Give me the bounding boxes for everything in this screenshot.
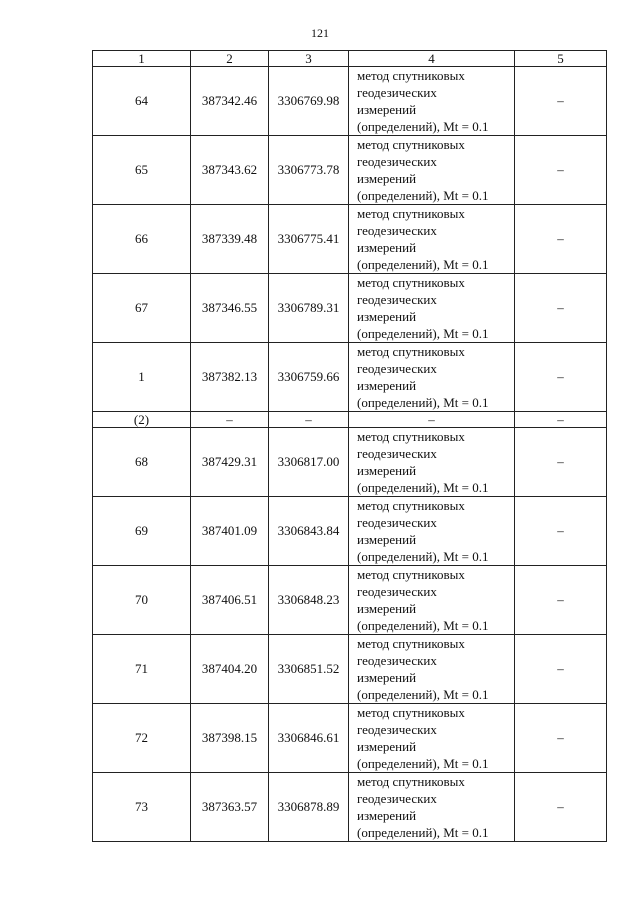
method-line: измерений bbox=[357, 102, 417, 117]
table-separator-row bbox=[93, 412, 607, 428]
y-coordinate-cell: 3306759.66 bbox=[269, 343, 349, 412]
method-line: геодезических bbox=[357, 584, 437, 599]
method-line: измерений bbox=[357, 463, 417, 478]
table-row bbox=[93, 704, 607, 773]
x-coordinate-cell: 387401.09 bbox=[191, 497, 269, 566]
note-cell: – bbox=[515, 635, 607, 704]
header-col-4: 4 bbox=[349, 51, 515, 67]
method-line: (определений), Mt = 0.1 bbox=[357, 480, 489, 495]
note-cell: – bbox=[515, 566, 607, 635]
table-body bbox=[93, 67, 607, 842]
method-cell bbox=[349, 635, 515, 704]
method-line: метод спутниковых bbox=[357, 429, 465, 444]
table-row bbox=[93, 428, 607, 497]
point-number-cell: 65 bbox=[93, 136, 191, 205]
table-row bbox=[93, 136, 607, 205]
method-line: (определений), Mt = 0.1 bbox=[357, 395, 489, 410]
table-row bbox=[93, 566, 607, 635]
y-coordinate-cell: 3306817.00 bbox=[269, 428, 349, 497]
method-line: измерений bbox=[357, 240, 417, 255]
method-line: (определений), Mt = 0.1 bbox=[357, 188, 489, 203]
method-line: (определений), Mt = 0.1 bbox=[357, 825, 489, 840]
x-coordinate-cell: 387339.48 bbox=[191, 205, 269, 274]
note-cell: – bbox=[515, 428, 607, 497]
method-line: измерений bbox=[357, 532, 417, 547]
method-line: измерений bbox=[357, 670, 417, 685]
header-col-1: 1 bbox=[93, 51, 191, 67]
note-cell: – bbox=[515, 136, 607, 205]
method-line: метод спутниковых bbox=[357, 498, 465, 513]
method-line: (определений), Mt = 0.1 bbox=[357, 257, 489, 272]
x-coordinate-cell: 387346.55 bbox=[191, 274, 269, 343]
method-cell bbox=[349, 274, 515, 343]
method-line: (определений), Mt = 0.1 bbox=[357, 618, 489, 633]
table-row bbox=[93, 497, 607, 566]
separator-cell: (2) bbox=[93, 412, 191, 428]
y-coordinate-cell: 3306878.89 bbox=[269, 773, 349, 842]
method-cell bbox=[349, 67, 515, 136]
method-line: геодезических bbox=[357, 791, 437, 806]
point-number-cell: 66 bbox=[93, 205, 191, 274]
y-coordinate-cell: 3306848.23 bbox=[269, 566, 349, 635]
table-row bbox=[93, 205, 607, 274]
method-line: метод спутниковых bbox=[357, 137, 465, 152]
method-cell bbox=[349, 497, 515, 566]
method-line: геодезических bbox=[357, 515, 437, 530]
table-row bbox=[93, 274, 607, 343]
point-number-cell: 69 bbox=[93, 497, 191, 566]
y-coordinate-cell: 3306769.98 bbox=[269, 67, 349, 136]
separator-cell: – bbox=[515, 412, 607, 428]
method-line: метод спутниковых bbox=[357, 774, 465, 789]
x-coordinate-cell: 387398.15 bbox=[191, 704, 269, 773]
method-line: геодезических bbox=[357, 292, 437, 307]
method-line: геодезических bbox=[357, 223, 437, 238]
x-coordinate-cell: 387342.46 bbox=[191, 67, 269, 136]
method-line: геодезических bbox=[357, 85, 437, 100]
method-line: (определений), Mt = 0.1 bbox=[357, 687, 489, 702]
method-line: измерений bbox=[357, 309, 417, 324]
y-coordinate-cell: 3306775.41 bbox=[269, 205, 349, 274]
x-coordinate-cell: 387382.13 bbox=[191, 343, 269, 412]
point-number-cell: 71 bbox=[93, 635, 191, 704]
method-line: метод спутниковых bbox=[357, 275, 465, 290]
point-number-cell: 70 bbox=[93, 566, 191, 635]
method-line: измерений bbox=[357, 601, 417, 616]
note-cell: – bbox=[515, 205, 607, 274]
table-row bbox=[93, 67, 607, 136]
method-line: метод спутниковых bbox=[357, 206, 465, 221]
x-coordinate-cell: 387404.20 bbox=[191, 635, 269, 704]
point-number-cell: 64 bbox=[93, 67, 191, 136]
note-cell: – bbox=[515, 343, 607, 412]
y-coordinate-cell: 3306851.52 bbox=[269, 635, 349, 704]
table-row bbox=[93, 343, 607, 412]
y-coordinate-cell: 3306789.31 bbox=[269, 274, 349, 343]
method-line: (определений), Mt = 0.1 bbox=[357, 756, 489, 771]
method-cell bbox=[349, 205, 515, 274]
method-line: геодезических bbox=[357, 722, 437, 737]
table-row bbox=[93, 635, 607, 704]
x-coordinate-cell: 387406.51 bbox=[191, 566, 269, 635]
header-col-2: 2 bbox=[191, 51, 269, 67]
header-col-5: 5 bbox=[515, 51, 607, 67]
method-line: геодезических bbox=[357, 446, 437, 461]
method-line: геодезических bbox=[357, 653, 437, 668]
method-line: (определений), Mt = 0.1 bbox=[357, 549, 489, 564]
method-line: метод спутниковых bbox=[357, 68, 465, 83]
method-cell bbox=[349, 428, 515, 497]
header-col-3: 3 bbox=[269, 51, 349, 67]
table-header-row bbox=[93, 51, 607, 67]
point-number-cell: 1 bbox=[93, 343, 191, 412]
method-line: метод спутниковых bbox=[357, 567, 465, 582]
method-cell bbox=[349, 343, 515, 412]
method-cell bbox=[349, 704, 515, 773]
y-coordinate-cell: 3306773.78 bbox=[269, 136, 349, 205]
x-coordinate-cell: 387343.62 bbox=[191, 136, 269, 205]
page-number: 121 bbox=[311, 26, 329, 40]
method-cell bbox=[349, 566, 515, 635]
method-line: измерений bbox=[357, 378, 417, 393]
method-line: метод спутниковых bbox=[357, 705, 465, 720]
note-cell: – bbox=[515, 773, 607, 842]
table-row bbox=[93, 773, 607, 842]
method-cell bbox=[349, 773, 515, 842]
method-line: измерений bbox=[357, 171, 417, 186]
method-cell bbox=[349, 136, 515, 205]
method-line: (определений), Mt = 0.1 bbox=[357, 119, 489, 134]
method-line: метод спутниковых bbox=[357, 636, 465, 651]
point-number-cell: 68 bbox=[93, 428, 191, 497]
x-coordinate-cell: 387363.57 bbox=[191, 773, 269, 842]
note-cell: – bbox=[515, 274, 607, 343]
x-coordinate-cell: 387429.31 bbox=[191, 428, 269, 497]
note-cell: – bbox=[515, 497, 607, 566]
method-line: геодезических bbox=[357, 154, 437, 169]
point-number-cell: 72 bbox=[93, 704, 191, 773]
method-line: метод спутниковых bbox=[357, 344, 465, 359]
note-cell: – bbox=[515, 67, 607, 136]
separator-cell: – bbox=[191, 412, 269, 428]
separator-cell: – bbox=[349, 412, 515, 428]
point-number-cell: 67 bbox=[93, 274, 191, 343]
y-coordinate-cell: 3306843.84 bbox=[269, 497, 349, 566]
method-line: (определений), Mt = 0.1 bbox=[357, 326, 489, 341]
y-coordinate-cell: 3306846.61 bbox=[269, 704, 349, 773]
method-line: измерений bbox=[357, 739, 417, 754]
point-number-cell: 73 bbox=[93, 773, 191, 842]
method-line: измерений bbox=[357, 808, 417, 823]
separator-cell: – bbox=[269, 412, 349, 428]
method-line: геодезических bbox=[357, 361, 437, 376]
note-cell: – bbox=[515, 704, 607, 773]
coordinates-table bbox=[92, 50, 607, 842]
